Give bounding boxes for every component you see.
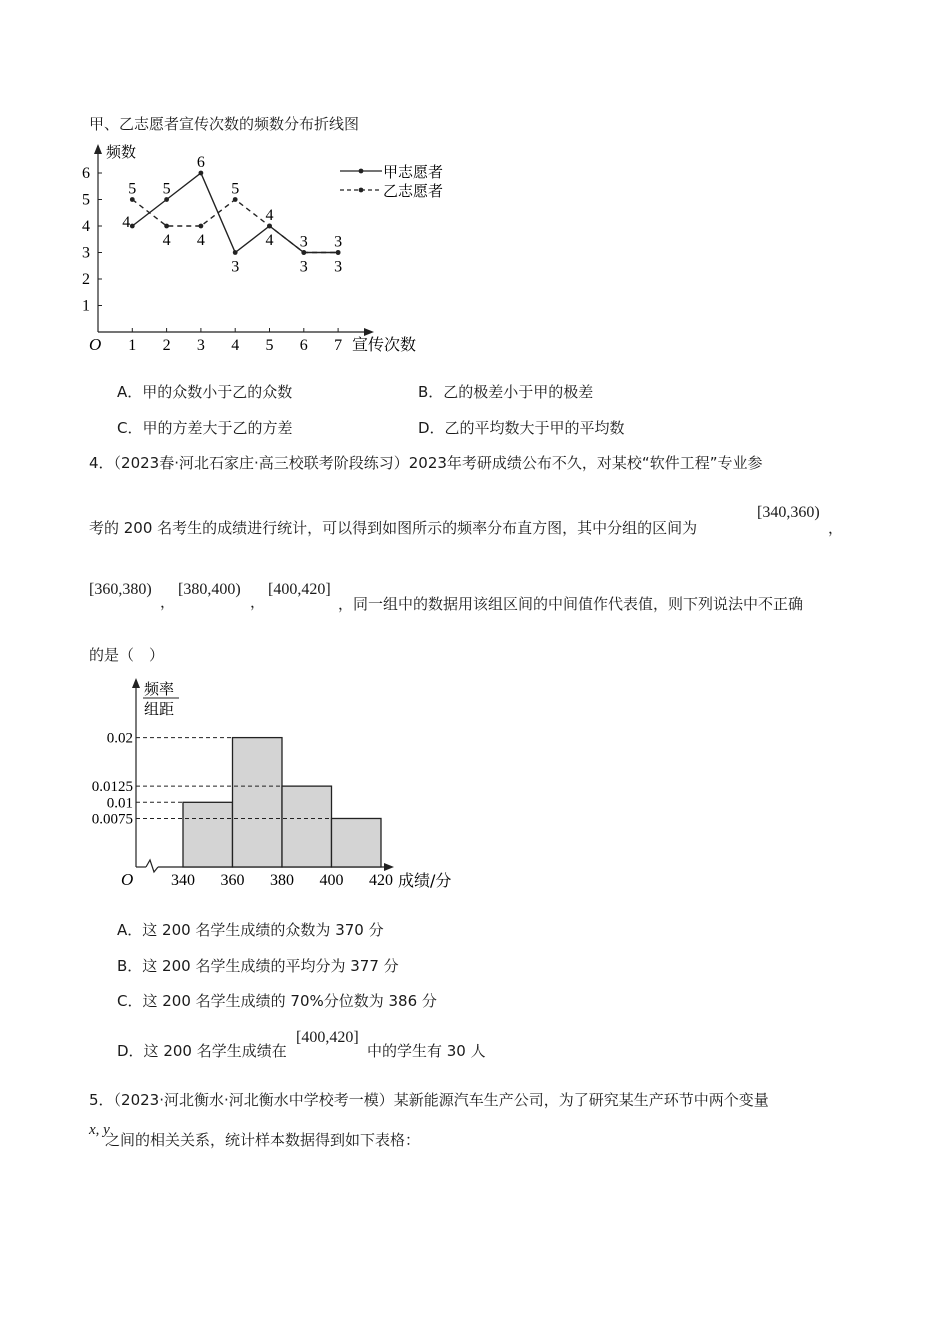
line-x-tick-label: 2 [162,337,171,354]
line-y-tick-label: 2 [82,271,90,288]
q4-interval-340-360: [340,360) [757,504,820,521]
hist-y-axis-arrow [132,678,140,688]
line-y-tick-label: 1 [82,297,90,315]
point-yi [130,197,135,202]
histogram-origin: O [121,870,134,889]
hist-x-tick-label: 420 [369,872,393,889]
hist-y-tick-label: 0.02 [106,730,133,747]
point-yi [199,224,204,229]
histogram-bar [332,818,382,867]
q5-variables: x, y [89,1122,110,1138]
data-label: 5 [128,180,137,198]
q4-line2: 考的 200 名考生的成绩进行统计，可以得到如图所示的频率分布直方图，其中分组的区间为 [89,519,698,537]
q4-option-d-interval: [400,420] [296,1029,359,1046]
q4-comma: ， [828,519,844,537]
data-label: 4 [265,232,274,249]
point-jia [233,250,238,255]
legend-dot-jia [359,169,364,174]
line-chart [80,138,450,360]
line-chart-ylabel: 频数 [106,143,137,161]
hist-y-tick-label: 0.01 [106,795,133,812]
line-x-tick-label: 1 [128,337,137,354]
data-label: 3 [231,258,240,276]
line-x-tick-label: 3 [196,337,205,354]
hist-x-tick-label: 380 [270,872,294,889]
line-y-tick-label: 5 [82,191,90,209]
histogram-bar [233,738,283,867]
point-jia [199,171,204,176]
q4-line3: ，同一组中的数据用该组区间的中间值作代表值，则下列说法中不正确 [338,595,804,613]
data-label: 3 [299,258,308,276]
data-label: 4 [162,232,171,249]
legend-label-yi: 乙志愿者 [383,182,444,200]
q4-interval-360-380: [360,380) [89,581,152,598]
point-jia [164,197,169,202]
hist-x-tick-label: 340 [171,872,195,889]
q3-option-b: B．乙的极差小于甲的极差 [418,383,594,401]
q4-option-a: A．这 200 名学生成绩的众数为 370 分 [117,921,384,939]
histogram-ylabel-bottom: 组距 [144,700,175,718]
q4-line4: 的是（ ） [89,646,165,664]
point-yi [301,250,306,255]
data-label: 4 [196,232,205,249]
q3-option-d: D．乙的平均数大于甲的平均数 [418,419,625,437]
data-label: 5 [162,180,171,198]
q4-option-b: B．这 200 名学生成绩的平均分为 377 分 [117,957,399,975]
histogram-bar [282,786,332,867]
data-label: 5 [231,180,240,198]
data-label: 3 [299,233,308,251]
line-y-tick-label: 3 [82,244,90,262]
q4-sep1: ， [160,593,176,611]
line-x-tick-label: 4 [231,337,240,354]
line-x-tick-label: 6 [299,337,308,354]
point-yi [233,197,238,202]
line-x-tick-label: 7 [334,337,343,354]
q4-option-d-post: 中的学生有 30 人 [367,1042,486,1060]
q5-line1: 5．（2023·河北衡水·河北衡水中学校考一模）某新能源汽车生产公司，为了研究某生产环节中两个变量 [89,1091,769,1109]
data-label: 6 [196,154,205,171]
data-label: 4 [122,214,131,231]
line-chart-title: 甲、乙志愿者宣传次数的频数分布折线图 [89,115,360,133]
q3-option-a: A．甲的众数小于乙的众数 [117,383,293,401]
hist-y-tick-label: 0.0075 [91,811,133,828]
hist-x-tick-label: 400 [319,872,344,889]
data-label: 3 [334,258,343,276]
legend-dot-yi [359,188,364,193]
line-y-tick-label: 4 [82,218,90,235]
q4-line1: 4．（2023春·河北石家庄·高三校联考阶段练习）2023年考研成绩公布不久，对某校“软件工程”专业参 [89,454,763,472]
histogram-xlabel: 成绩/分 [398,871,452,890]
hist-x-tick-label: 360 [220,872,245,889]
q4-interval-400-420: [400,420] [268,581,331,598]
line-x-tick-label: 5 [265,337,274,354]
histogram-chart [91,672,480,894]
histogram-ylabel-top: 频率 [144,680,175,698]
point-jia [130,224,135,229]
point-yi [336,250,341,255]
point-yi [267,224,272,229]
line-y-axis-arrow [94,144,102,154]
hist-y-tick-label: 0.0125 [91,779,133,796]
hist-axis-break [146,860,158,872]
legend-label-jia: 甲志愿者 [383,163,444,181]
data-label: 4 [265,207,274,224]
q3-option-c: C．甲的方差大于乙的方差 [117,419,293,437]
line-y-tick-label: 6 [82,165,90,182]
q5-line2: 之间的相关关系，统计样本数据得到如下表格： [105,1131,421,1149]
q4-option-c: C．这 200 名学生成绩的 70%分位数为 386 分 [117,992,437,1010]
histogram-bar [183,802,233,867]
line-chart-xlabel: 宣传次数 [352,335,417,354]
q4-interval-380-400: [380,400) [178,581,241,598]
q4-sep2: ， [250,593,266,611]
hist-x-axis-arrow [384,863,394,871]
data-label: 3 [334,233,343,251]
q4-option-d-pre: D．这 200 名学生成绩在 [117,1042,287,1060]
point-yi [164,224,169,229]
line-chart-origin: O [89,335,102,354]
